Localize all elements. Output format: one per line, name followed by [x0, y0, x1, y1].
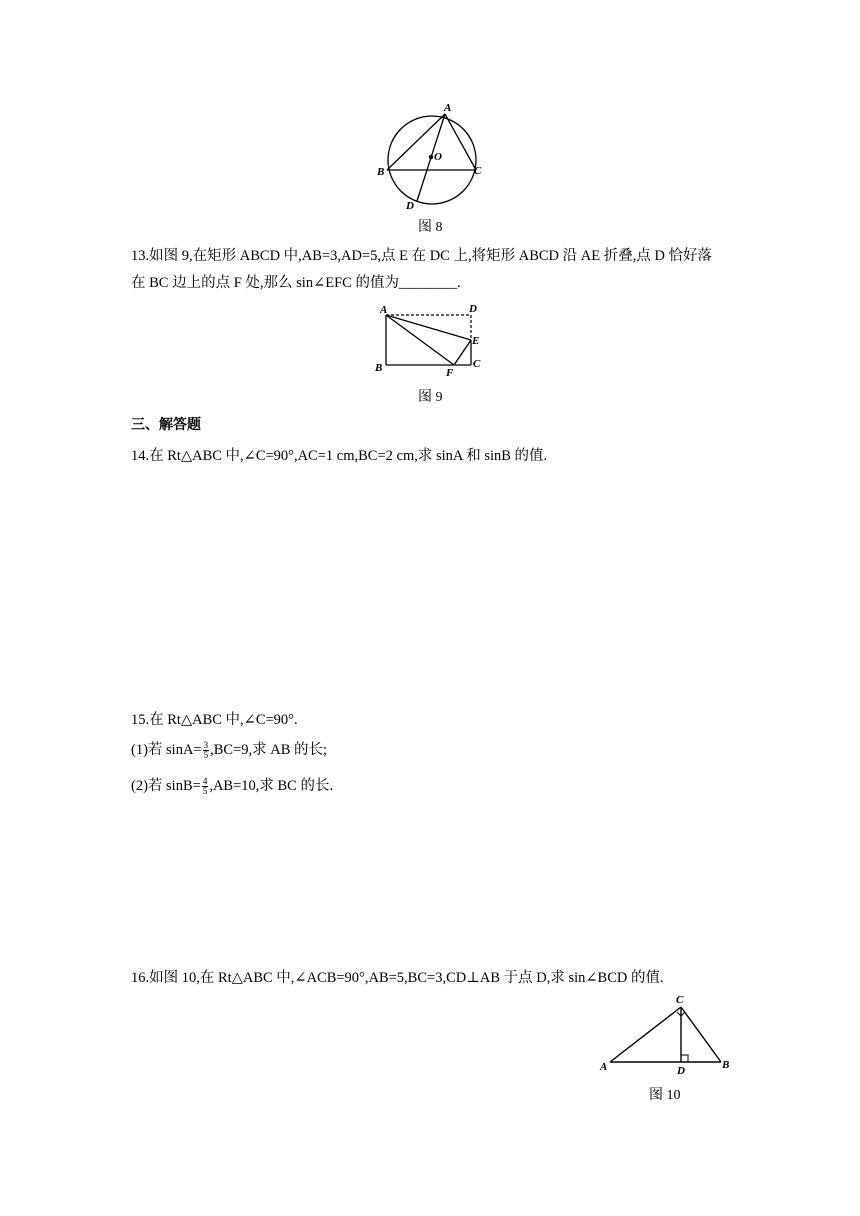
- figure-8-caption: 图 8: [418, 220, 443, 235]
- label-f: F: [446, 367, 454, 379]
- question-15-part-2: [131, 776, 333, 796]
- side-bc: [681, 1007, 721, 1062]
- label-a: A: [380, 304, 388, 316]
- label-b: B: [375, 362, 383, 374]
- label-d: D: [469, 303, 477, 315]
- label-d: D: [677, 1065, 685, 1076]
- circle-o: [388, 116, 476, 204]
- question-15-part-1: [131, 740, 327, 760]
- fraction-numerator: 4: [202, 776, 208, 787]
- label-c: C: [473, 358, 481, 370]
- section-heading: 三、解答题: [131, 416, 201, 432]
- label-c: C: [676, 994, 684, 1006]
- figure-9-diagram: [372, 300, 492, 380]
- side-ac: [610, 1007, 681, 1062]
- segment-af: [386, 315, 454, 365]
- figure-9-caption: 图 9: [418, 390, 443, 405]
- question-15-stem: 15.在 Rt△ABC 中,∠C=90°.: [131, 712, 298, 728]
- label-o: O: [434, 151, 442, 163]
- right-angle-mark-d: [681, 1055, 688, 1062]
- label-b: B: [722, 1059, 730, 1071]
- segment-ef: [454, 340, 471, 365]
- label-c: C: [474, 165, 482, 177]
- question-13-line-1: 13.如图 9,在矩形 ABCD 中,AB=3,AD=5,点 E 在 DC 上,将矩形 ABCD 沿 AE 折叠,点 D 恰好落: [131, 248, 713, 264]
- label-d: D: [406, 200, 414, 212]
- segment-ac: [445, 114, 476, 170]
- figure-8-diagram: [374, 100, 494, 212]
- fold-line-ae: [386, 315, 471, 340]
- part-2-suffix: ,AB=10,求 BC 的长.: [209, 778, 334, 794]
- part-2-prefix: (2)若 sinB=: [131, 778, 201, 794]
- question-16: 16.如图 10,在 Rt△ABC 中,∠ACB=90°,AB=5,BC=3,CD⊥AB 于点 D,求 sin∠BCD 的值.: [131, 970, 664, 986]
- fraction-3-5: [203, 741, 210, 760]
- label-e: E: [472, 335, 480, 347]
- question-13-line-2: 在 BC 边上的点 F 处,那么 sin∠EFC 的值为________.: [131, 275, 461, 291]
- fraction-denominator: 5: [202, 786, 208, 797]
- figure-10-caption: 图 10: [649, 1088, 681, 1103]
- part-1-suffix: ,BC=9,求 AB 的长;: [210, 742, 328, 758]
- figure-10-diagram: [596, 990, 738, 1076]
- part-1-prefix: (1)若 sinA=: [131, 742, 202, 758]
- label-a: A: [444, 102, 452, 114]
- center-point-o: [429, 155, 433, 159]
- question-14: 14.在 Rt△ABC 中,∠C=90°,AC=1 cm,BC=2 cm,求 sinA 和 sinB 的值.: [131, 448, 548, 464]
- fraction-4-5: [202, 777, 209, 796]
- label-a: A: [600, 1061, 608, 1073]
- label-b: B: [377, 166, 385, 178]
- fraction-denominator: 5: [203, 750, 209, 761]
- fraction-numerator: 3: [203, 740, 209, 751]
